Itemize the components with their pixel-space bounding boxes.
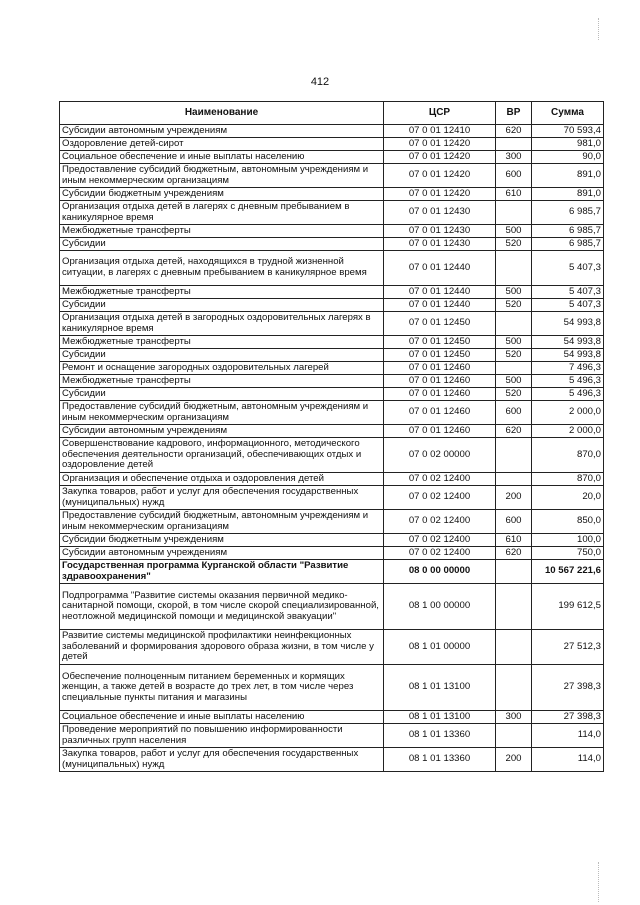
cell-name: Социальное обеспечение и иные выплаты населению xyxy=(60,151,384,164)
table-row xyxy=(60,748,604,772)
table-row xyxy=(60,362,604,375)
cell-name: Оздоровление детей-сирот xyxy=(60,138,384,151)
cell-name: Межбюджетные трансферты xyxy=(60,375,384,388)
cell-sum: 100,0 xyxy=(532,534,604,547)
cell-vr: 620 xyxy=(496,425,532,438)
cell-csr: 07 0 01 12420 xyxy=(384,138,496,151)
table-row xyxy=(60,164,604,188)
cell-sum: 70 593,4 xyxy=(532,125,604,138)
table-body xyxy=(60,125,604,772)
table-row xyxy=(60,375,604,388)
table-header-row xyxy=(60,102,604,125)
table-row xyxy=(60,724,604,748)
cell-name: Развитие системы медицинской профилактики неинфекционных заболеваний и формирования здорового образа жизни, в том числе у детей xyxy=(60,630,384,665)
cell-vr xyxy=(496,584,532,630)
cell-name: Субсидии xyxy=(60,238,384,251)
table-row xyxy=(60,312,604,336)
cell-name: Субсидии автономным учреждениям xyxy=(60,125,384,138)
cell-sum: 5 407,3 xyxy=(532,286,604,299)
table-row xyxy=(60,336,604,349)
cell-sum: 6 985,7 xyxy=(532,225,604,238)
cell-csr: 07 0 01 12450 xyxy=(384,349,496,362)
cell-vr: 500 xyxy=(496,225,532,238)
table-row xyxy=(60,560,604,584)
table-row xyxy=(60,251,604,286)
table-row xyxy=(60,125,604,138)
cell-name: Организация отдыха детей в лагерях с дневным пребыванием в каникулярное время xyxy=(60,201,384,225)
cell-csr: 07 0 01 12420 xyxy=(384,164,496,188)
cell-sum: 7 496,3 xyxy=(532,362,604,375)
cell-csr: 07 0 02 00000 xyxy=(384,438,496,473)
cell-csr: 07 0 01 12430 xyxy=(384,201,496,225)
cell-name: Межбюджетные трансферты xyxy=(60,225,384,238)
cell-vr xyxy=(496,473,532,486)
cell-vr xyxy=(496,138,532,151)
table-row xyxy=(60,711,604,724)
cell-sum: 20,0 xyxy=(532,486,604,510)
cell-vr: 500 xyxy=(496,375,532,388)
table-row xyxy=(60,534,604,547)
cell-csr: 07 0 01 12440 xyxy=(384,286,496,299)
table-row xyxy=(60,510,604,534)
cell-sum: 5 407,3 xyxy=(532,251,604,286)
cell-sum: 891,0 xyxy=(532,164,604,188)
cell-name: Совершенствование кадрового, информационного, методического обеспечения деятельности организаций, обеспечивающих отдых и оздоровление детей xyxy=(60,438,384,473)
table-row xyxy=(60,547,604,560)
cell-vr: 200 xyxy=(496,486,532,510)
table-row xyxy=(60,138,604,151)
cell-sum: 114,0 xyxy=(532,724,604,748)
cell-name: Предоставление субсидий бюджетным, автономным учреждениям и иным некоммерческим организациям xyxy=(60,510,384,534)
cell-name: Предоставление субсидий бюджетным, автономным учреждениям и иным некоммерческим организациям xyxy=(60,401,384,425)
cell-sum: 10 567 221,6 xyxy=(532,560,604,584)
cell-vr: 520 xyxy=(496,238,532,251)
cell-csr: 07 0 01 12460 xyxy=(384,362,496,375)
cell-name: Государственная программа Курганской области "Развитие здравоохранения" xyxy=(60,560,384,584)
table-row xyxy=(60,299,604,312)
cell-vr xyxy=(496,251,532,286)
cell-sum: 6 985,7 xyxy=(532,238,604,251)
scan-edge-mark xyxy=(598,18,600,40)
table-row xyxy=(60,438,604,473)
cell-vr: 200 xyxy=(496,748,532,772)
cell-sum: 199 612,5 xyxy=(532,584,604,630)
table-row xyxy=(60,225,604,238)
cell-sum: 891,0 xyxy=(532,188,604,201)
table-row xyxy=(60,201,604,225)
cell-csr: 07 0 01 12460 xyxy=(384,401,496,425)
cell-csr: 07 0 01 12420 xyxy=(384,151,496,164)
cell-csr: 07 0 01 12440 xyxy=(384,299,496,312)
cell-name: Социальное обеспечение и иные выплаты населению xyxy=(60,711,384,724)
cell-vr: 610 xyxy=(496,534,532,547)
cell-name: Межбюджетные трансферты xyxy=(60,286,384,299)
cell-vr: 600 xyxy=(496,164,532,188)
cell-sum: 850,0 xyxy=(532,510,604,534)
cell-csr: 08 1 01 00000 xyxy=(384,630,496,665)
cell-vr: 300 xyxy=(496,151,532,164)
cell-sum: 981,0 xyxy=(532,138,604,151)
cell-sum: 27 398,3 xyxy=(532,711,604,724)
cell-sum: 750,0 xyxy=(532,547,604,560)
cell-csr: 07 0 01 12440 xyxy=(384,251,496,286)
page-number: 412 xyxy=(310,76,330,88)
cell-csr: 08 1 01 13100 xyxy=(384,665,496,711)
cell-vr: 600 xyxy=(496,510,532,534)
cell-sum: 5 496,3 xyxy=(532,388,604,401)
table-row xyxy=(60,665,604,711)
cell-name: Проведение мероприятий по повышению информированности различных групп населения xyxy=(60,724,384,748)
cell-sum: 5 407,3 xyxy=(532,299,604,312)
cell-vr xyxy=(496,724,532,748)
cell-csr: 08 1 00 00000 xyxy=(384,584,496,630)
cell-vr xyxy=(496,362,532,375)
cell-name: Организация отдыха детей в загородных оздоровительных лагерях в каникулярное время xyxy=(60,312,384,336)
header-vr: ВР xyxy=(496,102,532,125)
table-row xyxy=(60,238,604,251)
table-row xyxy=(60,584,604,630)
cell-vr xyxy=(496,630,532,665)
cell-csr: 07 0 01 12450 xyxy=(384,336,496,349)
cell-csr: 07 0 01 12430 xyxy=(384,238,496,251)
table-row xyxy=(60,486,604,510)
cell-name: Межбюджетные трансферты xyxy=(60,336,384,349)
cell-name: Обеспечение полноценным питанием беременных и кормящих женщин, а также детей в возрасте до трех лет, в том числе через специальные пункты питания и магазины xyxy=(60,665,384,711)
cell-csr: 07 0 02 12400 xyxy=(384,547,496,560)
cell-vr: 620 xyxy=(496,125,532,138)
cell-vr: 520 xyxy=(496,299,532,312)
cell-csr: 08 1 01 13100 xyxy=(384,711,496,724)
table-row xyxy=(60,401,604,425)
cell-name: Субсидии xyxy=(60,388,384,401)
table-row xyxy=(60,151,604,164)
cell-name: Закупка товаров, работ и услуг для обеспечения государственных (муниципальных) нужд xyxy=(60,748,384,772)
cell-csr: 07 0 01 12420 xyxy=(384,188,496,201)
cell-name: Подпрограмма "Развитие системы оказания первичной медико-санитарной помощи, скорой, в том числе скорой специализированной, неотложной медицинской помощи и медицинской эвакуации" xyxy=(60,584,384,630)
table-row xyxy=(60,388,604,401)
cell-csr: 08 1 01 13360 xyxy=(384,748,496,772)
cell-vr xyxy=(496,438,532,473)
cell-name: Субсидии xyxy=(60,349,384,362)
cell-name: Субсидии бюджетным учреждениям xyxy=(60,534,384,547)
cell-vr: 500 xyxy=(496,286,532,299)
budget-table xyxy=(59,101,604,772)
cell-csr: 07 0 01 12460 xyxy=(384,375,496,388)
cell-csr: 07 0 02 12400 xyxy=(384,510,496,534)
cell-csr: 07 0 02 12400 xyxy=(384,486,496,510)
cell-name: Организация и обеспечение отдыха и оздоровления детей xyxy=(60,473,384,486)
cell-csr: 07 0 01 12460 xyxy=(384,425,496,438)
header-csr: ЦСР xyxy=(384,102,496,125)
cell-name: Субсидии бюджетным учреждениям xyxy=(60,188,384,201)
cell-sum: 2 000,0 xyxy=(532,401,604,425)
cell-sum: 54 993,8 xyxy=(532,336,604,349)
cell-sum: 5 496,3 xyxy=(532,375,604,388)
cell-vr: 520 xyxy=(496,349,532,362)
table-row xyxy=(60,286,604,299)
cell-sum: 27 398,3 xyxy=(532,665,604,711)
cell-sum: 6 985,7 xyxy=(532,201,604,225)
cell-name: Субсидии xyxy=(60,299,384,312)
cell-sum: 90,0 xyxy=(532,151,604,164)
cell-sum: 54 993,8 xyxy=(532,312,604,336)
cell-vr xyxy=(496,201,532,225)
cell-vr: 500 xyxy=(496,336,532,349)
cell-name: Организация отдыха детей, находящихся в трудной жизненной ситуации, в лагерях с дневным пребыванием в каникулярное время xyxy=(60,251,384,286)
cell-name: Ремонт и оснащение загородных оздоровительных лагерей xyxy=(60,362,384,375)
cell-name: Субсидии автономным учреждениям xyxy=(60,547,384,560)
cell-sum: 870,0 xyxy=(532,473,604,486)
cell-csr: 08 0 00 00000 xyxy=(384,560,496,584)
cell-vr xyxy=(496,312,532,336)
table-row xyxy=(60,473,604,486)
cell-sum: 114,0 xyxy=(532,748,604,772)
cell-sum: 2 000,0 xyxy=(532,425,604,438)
cell-vr: 520 xyxy=(496,388,532,401)
cell-csr: 07 0 02 12400 xyxy=(384,473,496,486)
cell-name: Закупка товаров, работ и услуг для обеспечения государственных (муниципальных) нужд xyxy=(60,486,384,510)
cell-vr: 620 xyxy=(496,547,532,560)
cell-csr: 07 0 01 12430 xyxy=(384,225,496,238)
cell-sum: 870,0 xyxy=(532,438,604,473)
cell-csr: 07 0 01 12450 xyxy=(384,312,496,336)
cell-sum: 27 512,3 xyxy=(532,630,604,665)
cell-csr: 07 0 02 12400 xyxy=(384,534,496,547)
table-row xyxy=(60,630,604,665)
cell-vr xyxy=(496,560,532,584)
cell-csr: 07 0 01 12410 xyxy=(384,125,496,138)
scan-edge-mark xyxy=(598,862,600,902)
table-row xyxy=(60,349,604,362)
cell-csr: 08 1 01 13360 xyxy=(384,724,496,748)
cell-vr: 610 xyxy=(496,188,532,201)
cell-vr: 600 xyxy=(496,401,532,425)
cell-vr: 300 xyxy=(496,711,532,724)
header-sum: Сумма xyxy=(532,102,604,125)
cell-vr xyxy=(496,665,532,711)
cell-sum: 54 993,8 xyxy=(532,349,604,362)
cell-csr: 07 0 01 12460 xyxy=(384,388,496,401)
table-row xyxy=(60,425,604,438)
cell-name: Субсидии автономным учреждениям xyxy=(60,425,384,438)
cell-name: Предоставление субсидий бюджетным, автономным учреждениям и иным некоммерческим организациям xyxy=(60,164,384,188)
table-row xyxy=(60,188,604,201)
header-name: Наименование xyxy=(60,102,384,125)
